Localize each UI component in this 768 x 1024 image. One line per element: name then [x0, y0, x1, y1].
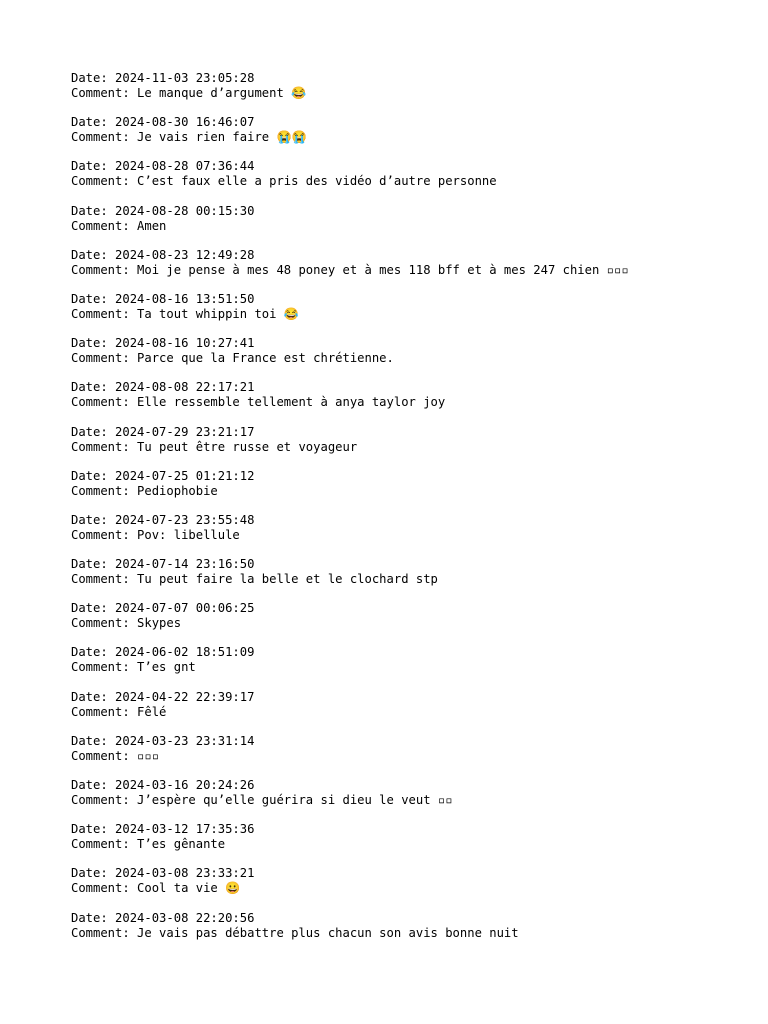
entry-comment [71, 395, 751, 410]
entry-comment [71, 705, 751, 720]
entry-comment [71, 130, 751, 145]
date-label: Date: [71, 71, 116, 85]
entry-date [71, 734, 751, 749]
date-value: 2024-03-08 23:33:21 [115, 866, 255, 881]
date-value: 2024-07-07 00:06:25 [115, 601, 255, 616]
entry-date [71, 71, 751, 86]
date-value: 2024-08-28 07:36:44 [115, 159, 255, 174]
entry-comment [71, 881, 751, 896]
entry-comment [71, 484, 751, 499]
date-label: Date: [71, 468, 116, 483]
comment-text: Tu peut faire la belle et le clochard stp [137, 572, 438, 587]
entry-date [71, 248, 751, 263]
date-value: 2024-08-23 12:49:28 [115, 247, 255, 262]
comment-text: Elle ressemble tellement à anya taylor joy [137, 395, 446, 410]
entry-date [71, 425, 751, 440]
date-value: 2024-03-23 23:31:14 [115, 733, 255, 748]
entry-date [71, 645, 751, 660]
comment-text: Tu peut être russe et voyageur [137, 439, 358, 454]
entry-date [71, 469, 751, 484]
entry-comment [71, 263, 751, 278]
date-label: Date: [71, 910, 116, 925]
comment-entry [71, 866, 751, 910]
comment-entry [71, 380, 751, 424]
entry-date [71, 513, 751, 528]
comment-label: Comment: [71, 218, 138, 233]
comment-label: Comment: [71, 262, 138, 277]
entry-comment [71, 528, 751, 543]
comment-text: T’es gnt [137, 660, 196, 675]
comment-entry [71, 557, 751, 601]
date-label: Date: [71, 778, 116, 792]
date-value: 2024-11-03 23:05:28 [115, 71, 255, 85]
entry-date [71, 822, 751, 837]
comment-label: Comment: [71, 881, 138, 896]
comment-text: Amen [137, 218, 167, 233]
comment-text: Ta tout whippin toi 😂 [137, 306, 299, 321]
comment-entry [71, 248, 751, 292]
comment-text: Cool ta vie 😀 [137, 881, 241, 896]
date-value: 2024-03-12 17:35:36 [115, 822, 255, 837]
comment-entry [71, 204, 751, 248]
date-label: Date: [71, 512, 116, 527]
comment-label: Comment: [71, 439, 138, 454]
date-value: 2024-07-23 23:55:48 [115, 512, 255, 527]
comment-label: Comment: [71, 86, 138, 100]
comment-label: Comment: [71, 395, 138, 410]
comment-entry [71, 822, 751, 866]
date-label: Date: [71, 645, 116, 660]
comment-label: Comment: [71, 616, 138, 631]
date-label: Date: [71, 424, 116, 439]
comment-entry [71, 690, 751, 734]
date-label: Date: [71, 247, 116, 262]
date-label: Date: [71, 601, 116, 616]
comment-label: Comment: [71, 704, 138, 719]
date-label: Date: [71, 866, 116, 881]
entry-comment [71, 926, 751, 941]
date-label: Date: [71, 557, 116, 572]
date-value: 2024-07-29 23:21:17 [115, 424, 255, 439]
entry-date [71, 557, 751, 572]
entry-comment [71, 616, 751, 631]
entry-date [71, 911, 751, 926]
comment-entry [71, 645, 751, 689]
comment-text: Le manque d’argument 😂 [137, 86, 307, 100]
comment-entry [71, 292, 751, 336]
date-value: 2024-03-16 20:24:26 [115, 778, 255, 792]
comment-text: C’est faux elle a pris des vidéo d’autre personne [137, 174, 497, 189]
date-value: 2024-08-08 22:17:21 [115, 380, 255, 395]
comment-text: Je vais rien faire 😭😭 [137, 130, 307, 145]
date-label: Date: [71, 689, 116, 704]
entry-comment [71, 351, 751, 366]
comment-text: J’espère qu’elle guérira si dieu le veut ▫▫ [137, 793, 453, 807]
comment-text: Parce que la France est chrétienne. [137, 351, 394, 366]
entry-date [71, 159, 751, 174]
comment-entry [71, 115, 751, 159]
comment-text: T’es gênante [137, 837, 226, 852]
comment-text: Moi je pense à mes 48 poney et à mes 118 bff et à mes 247 chien ▫▫▫ [137, 262, 629, 277]
comment-label: Comment: [71, 527, 138, 542]
comment-entry [71, 425, 751, 469]
comment-entry [71, 911, 751, 955]
entry-comment [71, 660, 751, 675]
comment-text: Pov: libellule [137, 527, 240, 542]
entry-comment [71, 440, 751, 455]
date-label: Date: [71, 733, 116, 748]
date-label: Date: [71, 159, 116, 174]
entry-date [71, 292, 751, 307]
date-value: 2024-08-28 00:15:30 [115, 203, 255, 218]
comment-entry [71, 734, 751, 778]
comment-label: Comment: [71, 306, 138, 321]
entry-date [71, 204, 751, 219]
date-value: 2024-06-02 18:51:09 [115, 645, 255, 660]
entry-comment [71, 749, 751, 764]
date-value: 2024-08-16 10:27:41 [115, 336, 255, 351]
comment-label: Comment: [71, 748, 138, 763]
comment-text: Je vais pas débattre plus chacun son avis bonne nuit [137, 925, 519, 940]
entry-date [71, 690, 751, 705]
comment-label: Comment: [71, 130, 138, 145]
comment-label: Comment: [71, 572, 138, 587]
entry-comment [71, 219, 751, 234]
date-label: Date: [71, 203, 116, 218]
comment-entry [71, 71, 751, 115]
entry-comment [71, 86, 751, 101]
comment-entry [71, 469, 751, 513]
date-label: Date: [71, 291, 116, 306]
comment-label: Comment: [71, 351, 138, 366]
comment-label: Comment: [71, 793, 138, 807]
date-label: Date: [71, 380, 116, 395]
entry-date [71, 601, 751, 616]
date-value: 2024-07-14 23:16:50 [115, 557, 255, 572]
comment-entry [71, 778, 751, 822]
date-value: 2024-08-30 16:46:07 [115, 115, 255, 130]
comment-entry [71, 159, 751, 203]
comment-text: Skypes [137, 616, 182, 631]
date-value: 2024-03-08 22:20:56 [115, 910, 255, 925]
comment-text: Pediophobie [137, 483, 218, 498]
date-label: Date: [71, 336, 116, 351]
comment-text: Fêlé [137, 704, 167, 719]
comment-label: Comment: [71, 837, 138, 852]
comment-label: Comment: [71, 174, 138, 189]
entry-date [71, 336, 751, 351]
entry-comment [71, 307, 751, 322]
entry-comment [71, 793, 751, 808]
comment-entry [71, 601, 751, 645]
comment-entry [71, 336, 751, 380]
entry-comment [71, 174, 751, 189]
comment-label: Comment: [71, 660, 138, 675]
comment-text: ▫▫▫ [137, 748, 160, 763]
comment-label: Comment: [71, 483, 138, 498]
comment-label: Comment: [71, 925, 138, 940]
entry-comment [71, 837, 751, 852]
comment-entry [71, 513, 751, 557]
entry-comment [71, 572, 751, 587]
date-label: Date: [71, 822, 116, 837]
entry-date [71, 866, 751, 881]
date-value: 2024-08-16 13:51:50 [115, 291, 255, 306]
entry-date [71, 115, 751, 130]
date-value: 2024-07-25 01:21:12 [115, 468, 255, 483]
date-label: Date: [71, 115, 116, 130]
date-value: 2024-04-22 22:39:17 [115, 689, 255, 704]
comment-log [71, 71, 751, 955]
entry-date [71, 778, 751, 793]
entry-date [71, 380, 751, 395]
